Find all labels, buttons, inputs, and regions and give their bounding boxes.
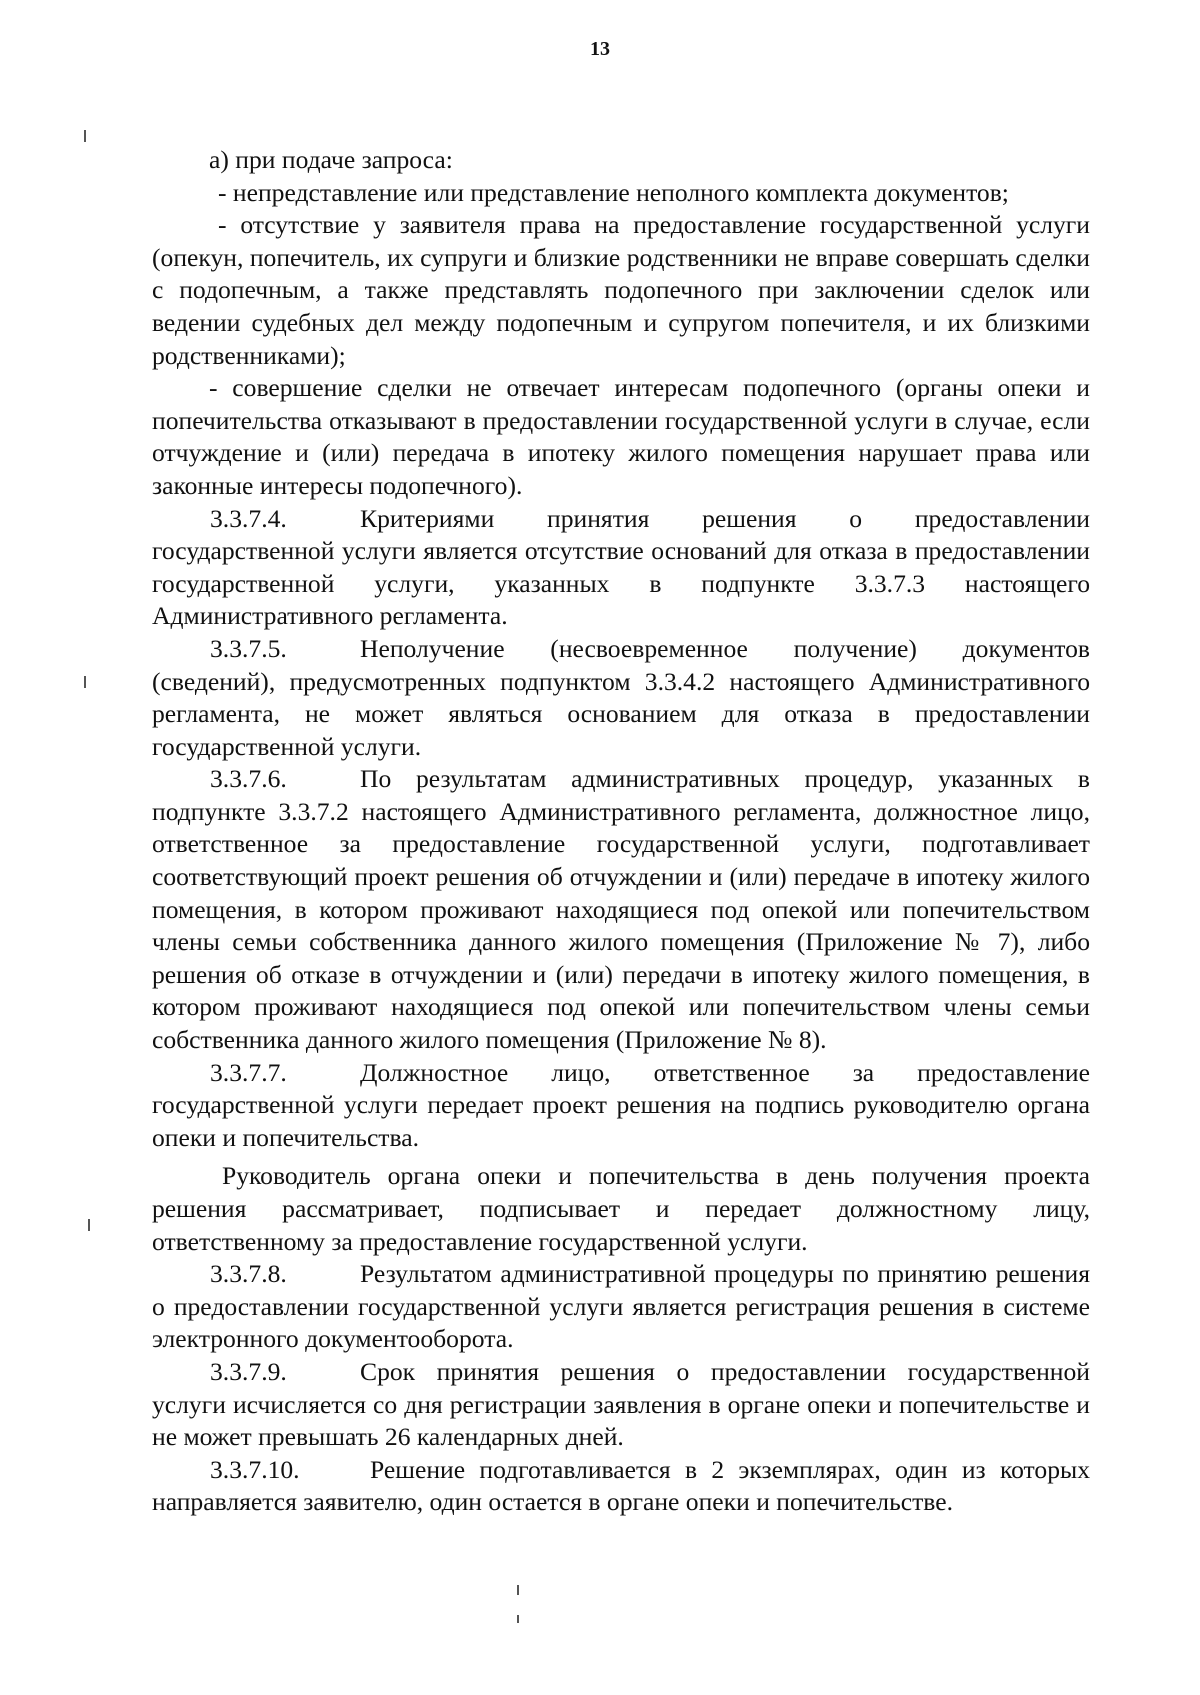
numbered-paragraph (152, 1258, 1090, 1356)
scan-mark (84, 130, 86, 142)
paragraph: а) при подаче запроса: (209, 145, 453, 174)
clause-text: Срок принятия решения о предоставлении государственной услуги исчисляется со дня регистрации заявления в органе опеки и попечительстве и не может превышать 26 календарных дней. (152, 1356, 1090, 1452)
scan-mark (517, 1585, 519, 1595)
clause-text: Должностное лицо, ответственное за предоставление государственной услуги передает проект решения на подпись руководителю органа опеки и попечительства. (152, 1057, 1090, 1152)
numbered-paragraph (152, 1057, 1090, 1155)
paragraph: - непредставление или представление неполного комплекта документов; (218, 177, 1009, 207)
numbered-paragraph (152, 763, 1090, 1056)
page-number: 13 (590, 38, 610, 60)
paragraph: Руководитель органа опеки и попечительства в день получения проекта решения рассматривает, подписывает и передает должностному лицу, ответственному за предоставление государственной услуги. (152, 1161, 1090, 1256)
clause-text: Неполучение (несвоевременное получение) документов (сведений), предусмотренных подпунктом 3.3.4.2 настоящего Административного регламента, не может являться основанием для отказа в предоставлении государственной услуги. (152, 633, 1090, 761)
document-body (152, 144, 1090, 1519)
numbered-paragraph (152, 1454, 1090, 1519)
scan-mark (88, 1219, 90, 1231)
clause-text: Решение подготавливается в 2 экземплярах, один из которых направляется заявителю, один остается в органе опеки и попечительстве. (152, 1454, 1090, 1517)
scan-mark (517, 1615, 519, 1623)
clause-number: 3.3.7.10. (210, 1454, 300, 1484)
clause-number: 3.3.7.9. (210, 1356, 287, 1386)
clause-text: Критериями принятия решения о предоставлении государственной услуги является отсутствие оснований для отказа в предоставлении государственной услуги, указанных в подпункте 3.3.7.3 настоящего Административного регламента. (152, 503, 1090, 631)
paragraph: - отсутствие у заявителя права на предоставление государственной услуги (опекун, попечитель, их супруги и близкие родственники не вправе совершать сделки с подопечным, а также представлять подопечного при заключении сделок или ведении судебных дел между подопечным и супругом попечителя, и их близкими родственниками); (152, 210, 1090, 370)
clause-number: 3.3.7.7. (210, 1057, 287, 1087)
numbered-paragraph (152, 633, 1090, 763)
clause-text: Результатом административной процедуры по принятию решения о предоставлении государственной услуги является регистрация решения в системе электронного документооборота. (152, 1259, 1090, 1354)
clause-number: 3.3.7.8. (210, 1259, 287, 1289)
clause-number: 3.3.7.5. (210, 633, 287, 663)
numbered-paragraph (152, 1356, 1090, 1454)
clause-number: 3.3.7.4. (210, 503, 287, 533)
scan-mark (84, 676, 86, 688)
paragraph: - совершение сделки не отвечает интересам подопечного (органы опеки и попечительства отказывают в предоставлении государственной услуги в случае, если отчуждение и (или) передача в ипотеку жилого помещения нарушает права или законные интересы подопечного). (152, 373, 1090, 500)
clause-number: 3.3.7.6. (210, 764, 287, 794)
numbered-paragraph (152, 503, 1090, 633)
clause-text: По результатам административных процедур, указанных в подпункте 3.3.7.2 настоящего Административного регламента, должностное лицо, ответственное за предоставление государственной услуги, подготавливает соответствующий проект решения об отчуждении и (или) передаче в ипотеку жилого помещения, в котором проживают находящиеся под опекой или попечительством члены семьи собственника данного жилого помещения (Приложение № 7), либо решения об отказе в отчуждении и (или) передачи в ипотеку жилого помещения, в котором проживают находящиеся под опекой или попечительством члены семьи собственника данного жилого помещения (Приложение № 8). (152, 764, 1090, 1055)
